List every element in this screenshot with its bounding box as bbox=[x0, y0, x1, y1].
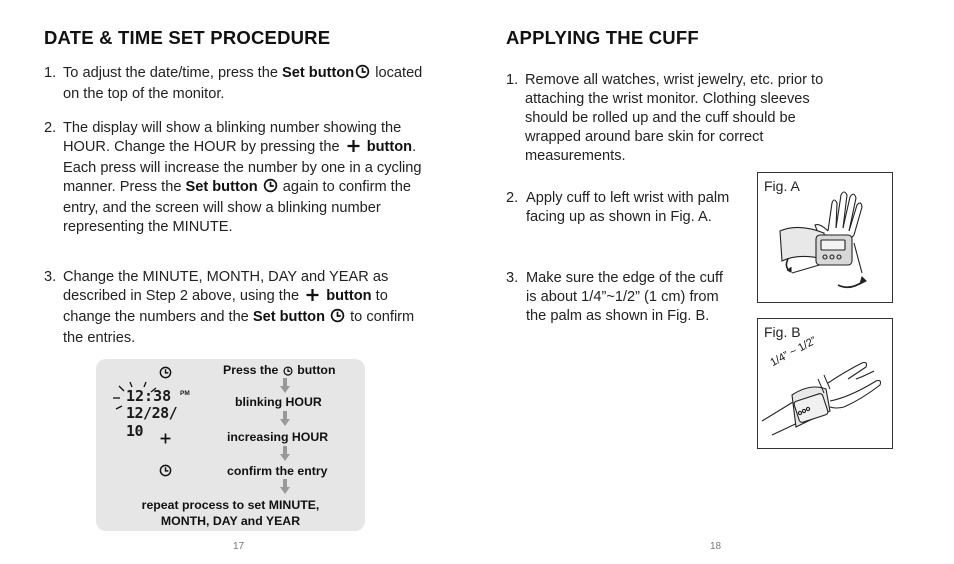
figure-b bbox=[757, 318, 893, 449]
plus-button-icon bbox=[159, 432, 172, 450]
lcd-time: 12:38 bbox=[126, 387, 172, 405]
set-button-icon bbox=[283, 365, 293, 379]
procedure-diagram bbox=[96, 359, 365, 531]
cuff-position-illustration bbox=[758, 319, 892, 448]
cuff-step-1: 1. Remove all watches, wrist jewelry, etc. prior to attaching the wrist monitor. Clothing sleeves should be rolled up and the cuff should be wrapped around bare skin for correct measurements. bbox=[506, 72, 824, 164]
date-step-2: 2. The display will show a blinking number showing the HOUR. Change the HOUR by pressing the button. Each press will increase the number by one in a cycling manner. Press the Set button again to confirm the entry, and the screen will show a blinking number representing the MINUTE. bbox=[44, 120, 422, 235]
page-18 bbox=[477, 0, 954, 564]
flow-repeat-process: repeat process to set MINUTE, MONTH, DAY and YEAR bbox=[141, 498, 320, 528]
page-number: 18 bbox=[710, 541, 722, 552]
set-button-icon bbox=[330, 308, 345, 329]
flow-blinking-hour: blinking HOUR bbox=[235, 395, 322, 409]
lcd-pm: PM bbox=[180, 390, 190, 397]
lcd-date: 12/28/ 10 bbox=[126, 404, 178, 440]
page-title-applying-cuff: APPLYING THE CUFF bbox=[506, 27, 699, 48]
flow-arrow bbox=[280, 411, 290, 432]
flow-press-button: Press the button bbox=[223, 363, 336, 377]
lcd-display bbox=[112, 381, 194, 440]
date-step-3: 3. Change the MINUTE, MONTH, DAY and YEAR as described in Step 2 above, using the button to change the numbers and the Set button to confirm the entries. bbox=[44, 269, 415, 346]
figure-b-measure: 1/4” ~ 1/2” bbox=[768, 334, 819, 369]
flow-confirm-entry: confirm the entry bbox=[227, 464, 328, 478]
cuff-step-2: 2. Apply cuff to left wrist with palm facing up as shown in Fig. A. bbox=[506, 190, 730, 225]
set-button-icon bbox=[263, 178, 278, 199]
cuff-step-3: 3. Make sure the edge of the cuff is about 1/4”~1/2” (1 cm) from the palm as shown in Fig. B. bbox=[506, 270, 723, 324]
date-step-1: 1. To adjust the date/time, press the Set button located on the top of the monitor. bbox=[44, 65, 423, 102]
set-button-icon bbox=[159, 464, 172, 482]
plus-button-icon bbox=[345, 139, 362, 159]
flow-increasing-hour: increasing HOUR bbox=[227, 430, 329, 444]
wrist-cuff-illustration bbox=[758, 173, 892, 302]
plus-button-icon bbox=[304, 288, 321, 308]
page-number: 17 bbox=[233, 541, 245, 552]
figure-a bbox=[757, 172, 893, 303]
figure-a-label: Fig. A bbox=[764, 178, 800, 194]
page-title-date-time: DATE & TIME SET PROCEDURE bbox=[44, 27, 331, 48]
set-button-icon bbox=[355, 64, 370, 85]
figure-b-label: Fig. B bbox=[764, 324, 801, 340]
